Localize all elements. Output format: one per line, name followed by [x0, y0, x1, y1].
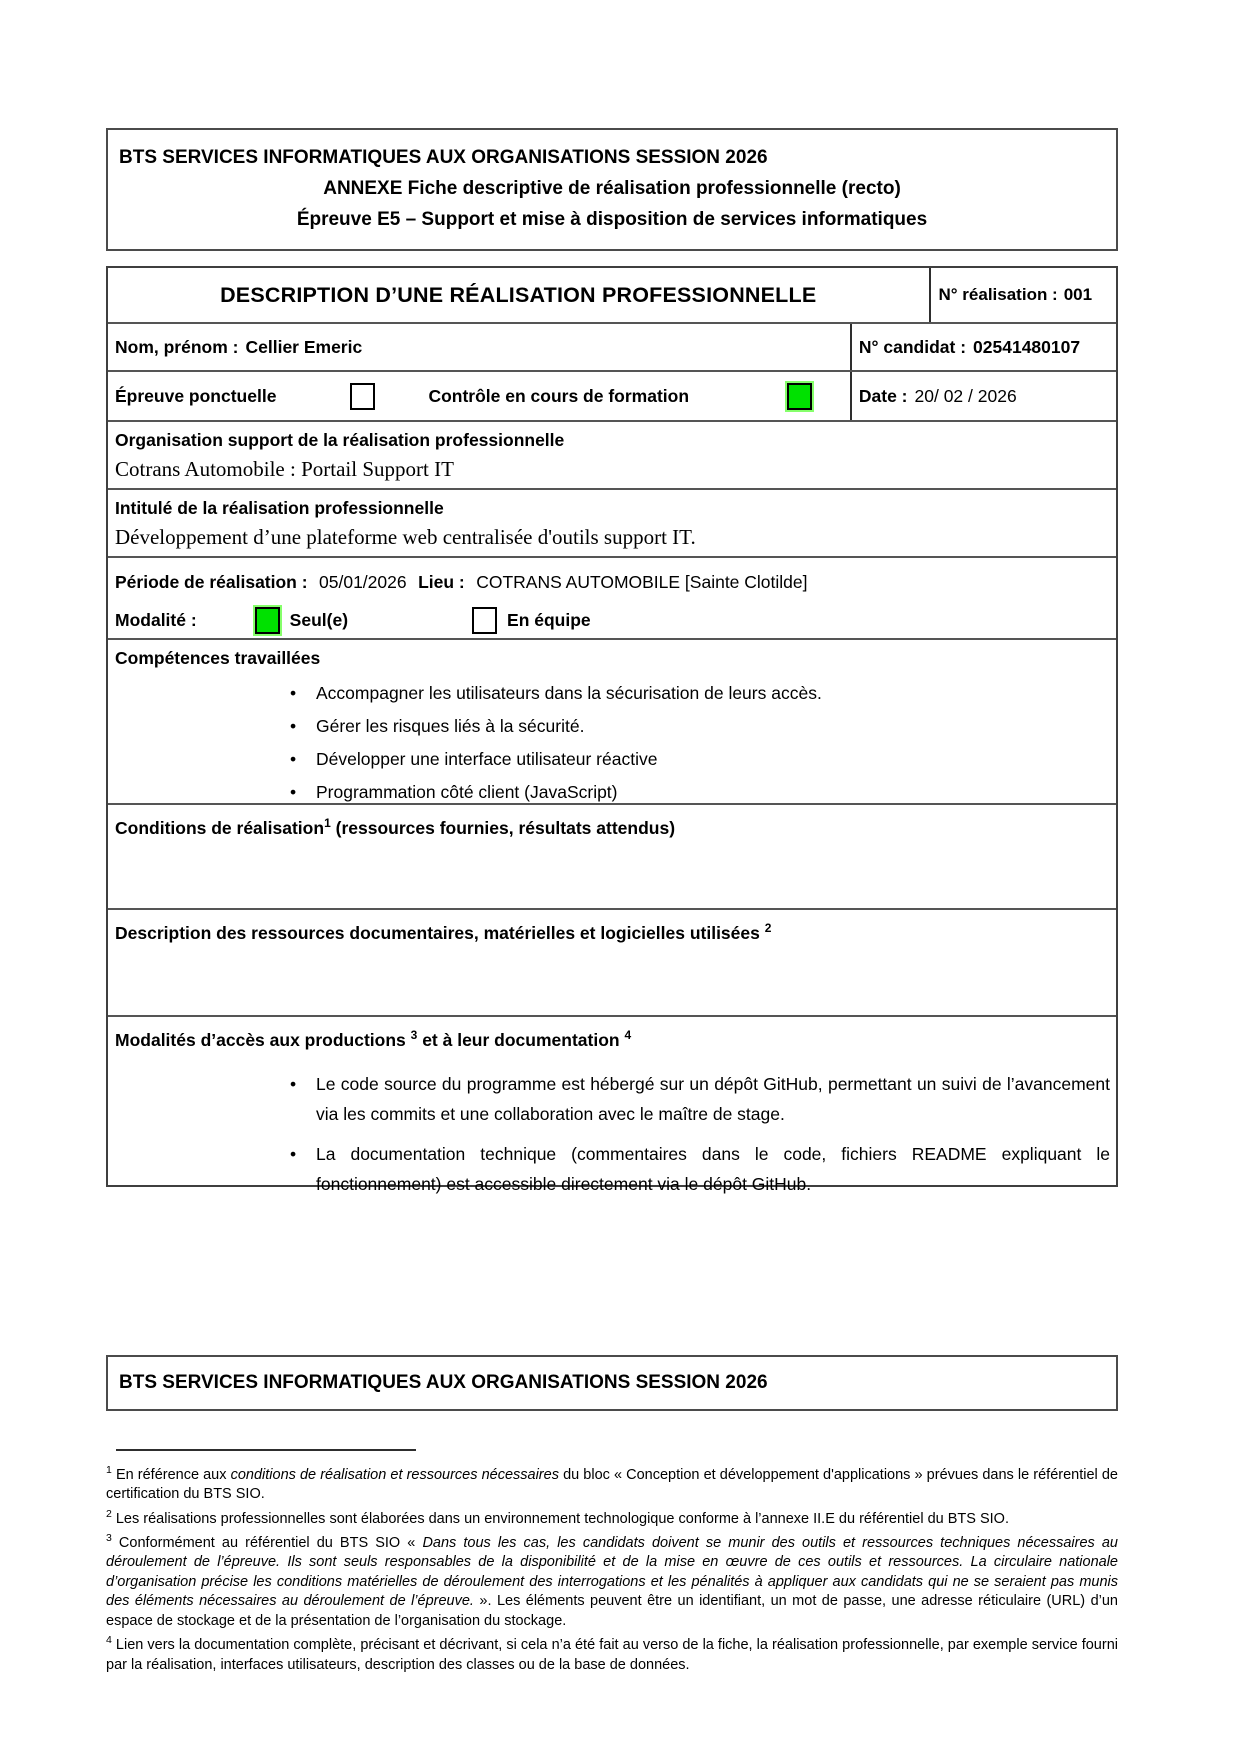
footnote-ref-1: 1 [324, 816, 331, 830]
intitule-label: Intitulé de la réalisation professionnelle [115, 498, 444, 518]
header-epreuve-title: Épreuve E5 – Support et mise à disposition de services informatiques [296, 209, 928, 230]
footnote-2: $^2$ Les réalisations professionnelles sont élaborées dans un environnement technologique conforme à l’annexe II.E du référentiel du BTS SIO. [106, 1507, 1009, 1527]
periode-label: Période de réalisation : [115, 572, 308, 592]
lieu-value: COTRANS AUTOMOBILE [Sainte Clotilde] [476, 572, 808, 592]
competence-item: • Programmation côté client (JavaScript) [280, 776, 1110, 809]
seul-checkbox[interactable] [255, 607, 280, 634]
epreuve-ponctuelle-checkbox[interactable] [350, 383, 375, 410]
epreuve-ponctuelle-label: Épreuve ponctuelle [115, 385, 277, 406]
lieu-label: Lieu : [418, 572, 465, 592]
footnote-1: $^1$ En référence aux conditions de réalisation et ressources nécessaires du bloc « Conception et développement d'applications » prévues dans le référentiel de certification du BTS SIO. [106, 1464, 1118, 1503]
row-intitule [108, 488, 1116, 556]
competence-item: • Gérer les risques liés à la sécurité. [280, 710, 1110, 743]
modalites-acces-label: Modalités d’accès aux productions [115, 1029, 411, 1050]
equipe-label: En équipe [507, 609, 591, 630]
document-content [106, 128, 1118, 1675]
row-exam-mode [108, 370, 1116, 420]
conditions-label: Conditions de réalisation [115, 817, 325, 838]
form-title: DESCRIPTION D’UNE RÉALISATION PROFESSIONNELLE [220, 282, 817, 307]
row-periode-modalite [108, 556, 1116, 638]
row-title [108, 268, 1116, 322]
seul-label: Seul(e) [289, 609, 349, 630]
row-competences [108, 638, 1116, 803]
equipe-checkbox[interactable] [472, 607, 497, 634]
form-table [106, 266, 1118, 1194]
organisation-label: Organisation support de la réalisation professionnelle [115, 430, 565, 450]
competence-item: • Accompagner les utilisateurs dans la sécurisation de leurs accès. [280, 677, 1110, 710]
competences-list [280, 677, 1110, 809]
row-organisation [108, 420, 1116, 488]
controle-formation-label: Contrôle en cours de formation [428, 385, 690, 406]
footnote-separator [116, 1449, 416, 1451]
modalite-label: Modalité : [115, 609, 197, 630]
organisation-value: Cotrans Automobile : Portail Support IT [115, 457, 454, 481]
modalites-acces-label-2: et à leur documentation [417, 1029, 625, 1050]
row-modalites-acces [108, 1015, 1116, 1194]
modalites-acces-item: • Le code source du programme est hébergé sur un dépôt GitHub, permettant un suivi de l’avancement via les commits et une collaboration avec le maître de stage. [280, 1069, 1110, 1129]
row-ressources [108, 908, 1116, 1015]
footnote-3: $^3$ Conformément au référentiel du BTS SIO « Dans tous les cas, les candidats doivent se munir des outils et ressources techniques nécessaires au déroulement de l’épreuve. Ils sont seuls responsables de la disponibilité et de la mise en œuvre de ces outils et ressources. La circulaire nationale d’organisation précise les conditions matérielles de déroulement des interrogations et les pénalités à appliquer aux candidats qui ne se seraient pas munis des éléments nécessaires au déroulement de l’épreuve. ». Les éléments peuvent être un identifiant, un mot de passe, une adresse réticulaire (URL) d’un espace de stockage et de la présentation de l’organisation du stockage. [106, 1532, 1118, 1629]
intitule-value: Développement d’une plateforme web centralisée d'outils support IT. [115, 525, 696, 549]
date-value: 20/ 02 / 2026 [914, 385, 1017, 406]
footer-session-box [106, 1355, 1118, 1411]
competence-item: • Développer une interface utilisateur réactive [280, 743, 1110, 776]
row-identity [108, 322, 1116, 370]
competences-label: Compétences travaillées [115, 648, 321, 668]
periode-value: 05/01/2026 [319, 572, 407, 592]
candidate-number-value: 02541480107 [973, 336, 1081, 357]
controle-formation-checkbox[interactable] [787, 383, 812, 410]
modalites-acces-list [280, 1069, 1110, 1199]
footer-session-title: BTS SERVICES INFORMATIQUES AUX ORGANISATIONS SESSION 2026 [119, 1372, 768, 1393]
conditions-label-rest: (ressources fournies, résultats attendus) [330, 817, 676, 838]
date-label: Date : [858, 385, 908, 406]
name-label: Nom, prénom : [115, 336, 239, 357]
footnotes [106, 1461, 1118, 1675]
ressources-label: Description des ressources documentaires, matérielles et logicielles utilisées [115, 922, 765, 943]
modalites-acces-item: • La documentation technique (commentaires dans le code, fichiers README expliquant le fonctionnement) est accessible directement via le dépôt GitHub. [280, 1139, 1110, 1199]
footnote-4: $^4$ Lien vers la documentation complète, précisant et décrivant, si cela n’a été fait au verso de la fiche, la réalisation professionnelle, par exemple service fourni par la réalisation, interfaces utilisateurs, description des classes ou de la base de données. [106, 1634, 1118, 1673]
header-session-title: BTS SERVICES INFORMATIQUES AUX ORGANISATIONS SESSION 2026 [119, 147, 768, 168]
realisation-number-value: 001 [1063, 285, 1093, 304]
realisation-number-label: N° réalisation : [938, 285, 1058, 304]
footnote-ref-4: 4 [624, 1028, 632, 1042]
header-annexe-title: ANNEXE Fiche descriptive de réalisation professionnelle (recto) [323, 178, 901, 199]
candidate-number-label: N° candidat : [858, 336, 967, 357]
name-value: Cellier Emeric [245, 336, 363, 357]
footnote-ref-2: 2 [764, 921, 772, 935]
footnote-ref-3: 3 [410, 1028, 418, 1042]
document-header-box [106, 128, 1118, 251]
row-conditions [108, 803, 1116, 908]
